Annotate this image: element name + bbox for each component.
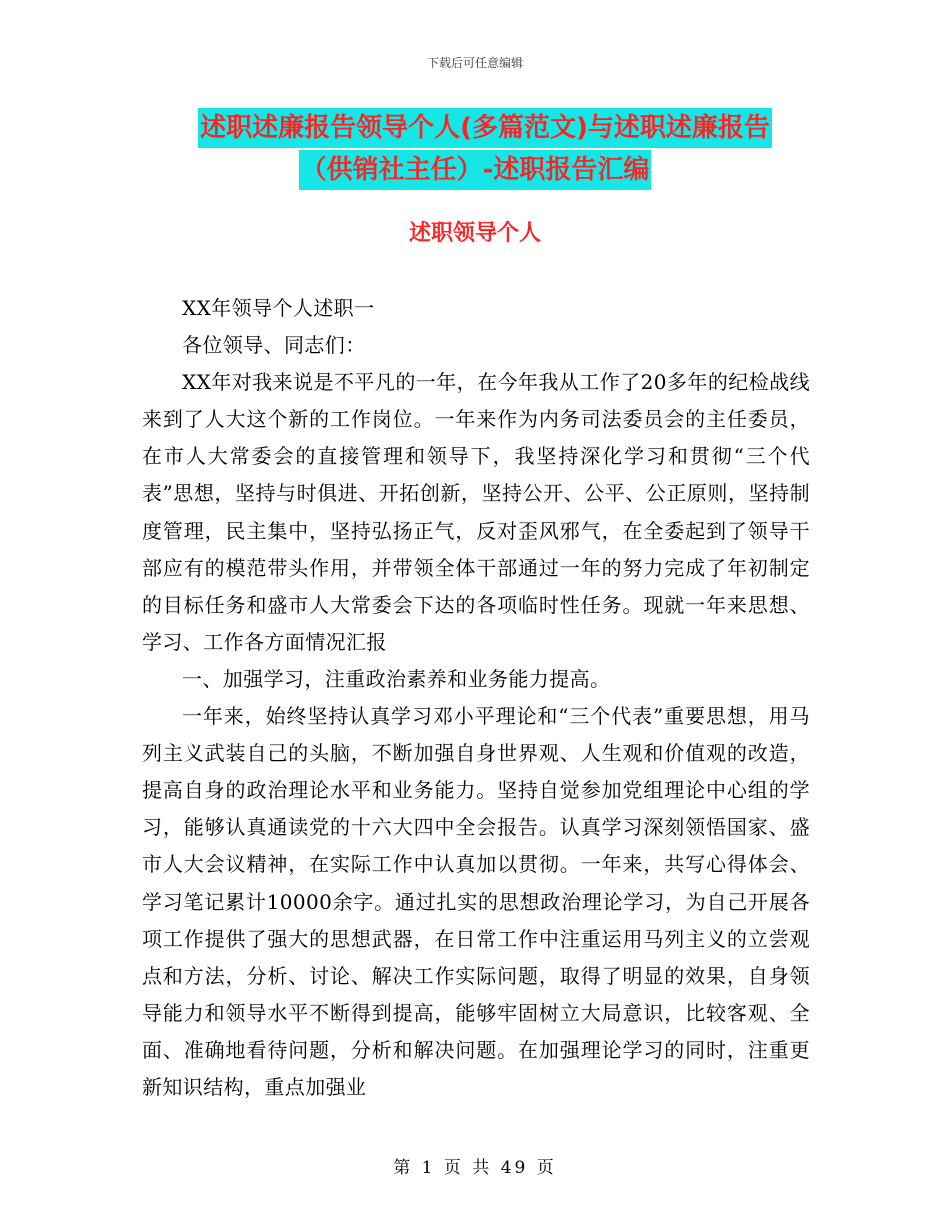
header-note: 下载后可任意编辑 (426, 56, 523, 70)
document-title (0, 108, 950, 190)
paragraph: XX年领导个人述职一 (182, 296, 375, 320)
section-heading: 述职领导个人 (408, 221, 541, 246)
title-line-2: （供销社主任）-述职报告汇编 (299, 150, 652, 190)
paragraph: 一、加强学习，注重政治素养和业务能力提高。 (182, 666, 611, 691)
paragraph: 各位领导、同志们： (182, 333, 366, 358)
paragraph: 一年来，始终坚持认真学习邓小平理论和“三个代表”重要思想，用马列主义武装自己的头脑，不断加强自身世界观、人生观和价值观的改造，提高自身的政治理论水平和业务能力。坚持自觉参加党组理论中心组的学习，能够认真通读党的十六大四中全会报告。认真学习深刻领悟国家、盛市人大会议精神，在实际工作中认真加以贯彻。一年来，共写心得体会、学习笔记累计10000余字。通过扎实的思想政治理论学习，为自己开展各项工作提供了强大的思想武器，在日常工作中注重运用马列主义的立尝观点和方法，分析、讨论、解决工作实际问题，取得了明显的效果，自身领导能力和领导水平不断得到提高，能够牢固树立大局意识，比较客观、全面、准确地看待问题，分析和解决问题。在加强理论学习的同时，注重更新知识结构，重点加强业 (142, 704, 810, 1099)
title-line-1: 述职述廉报告领导个人(多篇范文)与述职述廉报告 (198, 108, 772, 148)
document-body (142, 290, 810, 1106)
page-footer: 第 1 页 共 49 页 (393, 1158, 557, 1178)
paragraph: XX年对我来说是不平凡的一年，在今年我从工作了20多年的纪检战线来到了人大这个新的工作岗位。一年来作为内务司法委员会的主任委员，在市人大常委会的直接管理和领导下，我坚持深化学习和贯彻“三个代表”思想，坚持与时俱进、开拓创新，坚持公开、公平、公正原则，坚持制度管理，民主集中，坚持弘扬正气，反对歪风邪气，在全委起到了领导干部应有的模范带头作用，并带领全体干部通过一年的努力完成了年初制定的目标任务和盛市人大常委会下达的各项临时性任务。现就一年来思想、学习、工作各方面情况汇报 (142, 370, 810, 654)
